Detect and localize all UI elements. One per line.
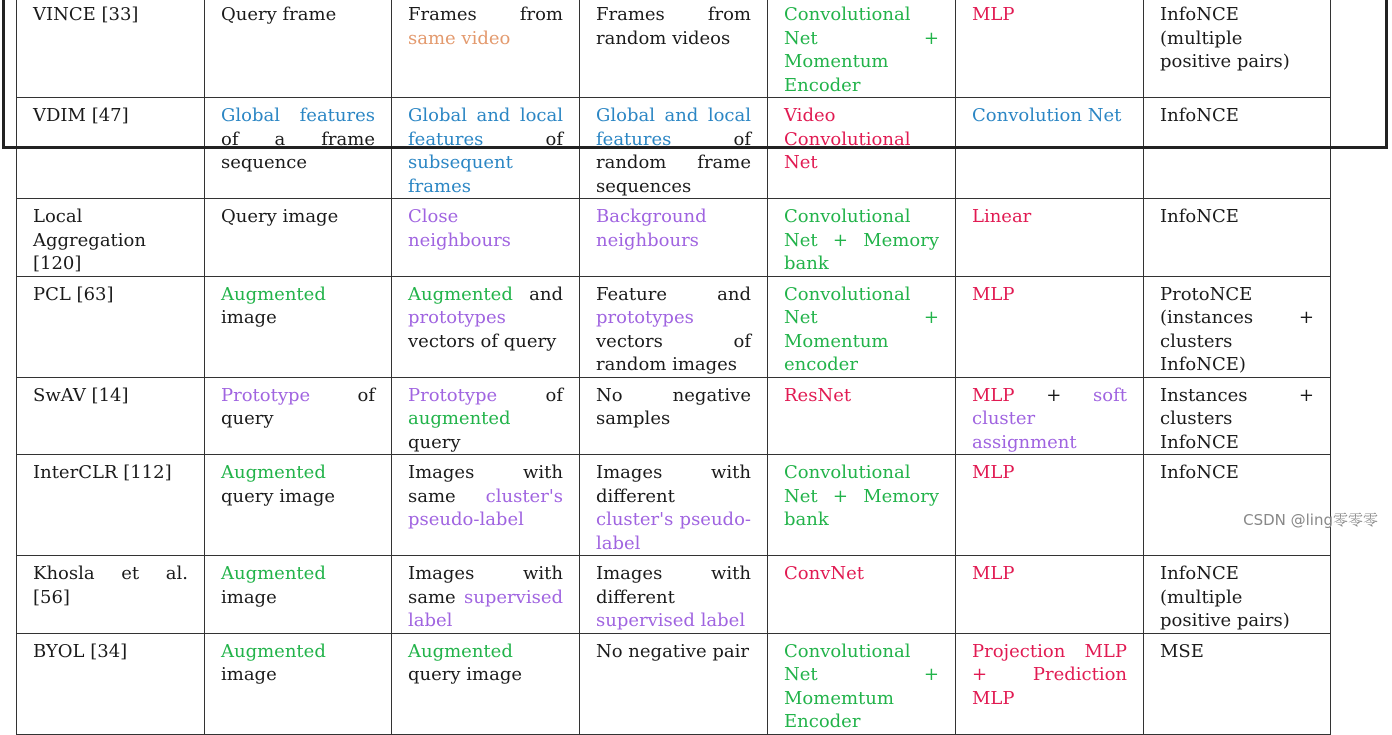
cell-positive-samples	[392, 0, 580, 98]
cell-text: Projection MLP + Prediction MLP	[972, 640, 1127, 709]
cell-text: Feature and	[596, 283, 751, 305]
cell-text: of a frame sequence	[221, 128, 375, 173]
cell-projection-head	[956, 199, 1144, 277]
cell-negative-samples	[580, 556, 768, 634]
cell-method	[17, 377, 205, 455]
cell-encoder	[768, 199, 956, 277]
cell-text: SwAV [14]	[33, 384, 129, 406]
cell-text: InfoNCE	[1160, 206, 1239, 227]
cell-text: image	[221, 586, 277, 608]
cell-negative-samples	[580, 276, 768, 377]
table-row	[17, 276, 1331, 377]
cell-projection-head	[956, 0, 1144, 98]
cell-text: Convolutional Net + Momentum encoder	[784, 283, 939, 375]
table-row	[17, 556, 1331, 634]
cell-text: VINCE [33]	[33, 4, 139, 25]
cell-text: Linear	[972, 206, 1032, 227]
cell-text: of	[497, 384, 563, 406]
cell-text: VDIM [47]	[33, 105, 129, 126]
cell-text: Global and local	[408, 105, 563, 126]
cell-positive-anchor	[205, 199, 392, 277]
cell-text: InfoNCE	[1160, 462, 1239, 483]
cell-text: MLP	[972, 4, 1015, 25]
cell-text: image	[221, 307, 277, 328]
cell-negative-samples	[580, 633, 768, 734]
cell-text: Images with same	[408, 462, 563, 507]
cell-projection-head	[956, 556, 1144, 634]
cell-text: vectors of random images	[596, 330, 751, 375]
cell-text: Augmented	[221, 563, 326, 584]
table-row	[17, 199, 1331, 277]
cell-method	[17, 633, 205, 734]
cell-text: Background neighbours	[596, 206, 707, 251]
table-body	[17, 0, 1331, 734]
cell-positive-samples	[392, 556, 580, 634]
cell-text: of	[483, 128, 563, 150]
cell-text: Augmented	[221, 640, 326, 662]
methods-comparison-table	[16, 0, 1331, 735]
cell-text: cluster's pseudo-label	[596, 509, 751, 554]
cell-text: soft cluster assignment	[972, 384, 1127, 453]
cell-method	[17, 98, 205, 199]
cell-text: prototypes	[408, 307, 506, 328]
cell-text: supervised label	[408, 586, 563, 631]
cell-negative-samples	[580, 199, 768, 277]
cell-text: Images with different	[596, 563, 751, 608]
cell-text: query	[408, 431, 461, 453]
cell-positive-anchor	[205, 455, 392, 556]
cell-text: +	[1014, 384, 1094, 406]
cell-text: InfoNCE (multiple positive pairs)	[1160, 4, 1290, 72]
cell-text: same video	[408, 27, 511, 49]
cell-text: vectors of query	[408, 330, 557, 352]
cell-encoder	[768, 455, 956, 556]
cell-negative-samples	[580, 0, 768, 98]
cell-text: Prototype	[408, 384, 498, 406]
table-row	[17, 633, 1331, 734]
cell-text: Local Aggregation [120]	[33, 206, 146, 274]
cell-text: No negative samples	[596, 384, 751, 429]
cell-projection-head	[956, 633, 1144, 734]
cell-text: No negative pair	[596, 640, 749, 662]
cell-positive-samples	[392, 276, 580, 377]
table-row	[17, 377, 1331, 455]
cell-text: Augmented	[408, 283, 513, 305]
watermark-text: CSDN @ling零零零	[1243, 511, 1378, 529]
cell-text: BYOL [34]	[33, 640, 128, 662]
cell-text: of random frame sequences	[596, 128, 751, 197]
cell-text: Khosla et al. [56]	[33, 563, 188, 608]
cell-text: query image	[408, 664, 522, 685]
cell-encoder	[768, 98, 956, 199]
cell-text: cluster's pseudo-label	[408, 485, 563, 530]
cell-text: Augmented	[221, 462, 326, 483]
cell-text: Convolutional Net + Memory bank	[784, 206, 939, 274]
cell-text: PCL [63]	[33, 283, 114, 305]
cell-text: and	[512, 283, 563, 305]
cell-loss	[1144, 199, 1331, 277]
cell-positive-samples	[392, 199, 580, 277]
cell-negative-samples	[580, 98, 768, 199]
cell-text: ProtoNCE (instances + clusters InfoNCE)	[1160, 283, 1314, 375]
cell-text: query image	[221, 485, 335, 507]
cell-text: Global features	[221, 105, 375, 126]
cell-loss	[1144, 455, 1331, 556]
cell-encoder	[768, 633, 956, 734]
cell-encoder	[768, 556, 956, 634]
cell-text: Query image	[221, 206, 339, 227]
cell-text: features	[408, 128, 484, 150]
cell-method	[17, 556, 205, 634]
cell-text: Augmented	[408, 640, 513, 662]
cell-positive-samples	[392, 377, 580, 455]
cell-text: Close neighbours	[408, 206, 511, 251]
cell-text: InfoNCE	[1160, 105, 1239, 126]
cell-positive-anchor	[205, 276, 392, 377]
cell-method	[17, 199, 205, 277]
table-row	[17, 0, 1331, 98]
table-row	[17, 455, 1331, 556]
cell-text: MLP	[972, 563, 1015, 584]
cell-text: MLP	[972, 283, 1015, 305]
cell-text: of query	[221, 384, 375, 429]
cell-encoder	[768, 276, 956, 377]
cell-positive-anchor	[205, 377, 392, 455]
cell-positive-samples	[392, 98, 580, 199]
cell-positive-anchor	[205, 556, 392, 634]
cell-loss	[1144, 377, 1331, 455]
cell-text: subsequent frames	[408, 152, 513, 197]
cell-loss	[1144, 276, 1331, 377]
cell-text: InfoNCE (multiple positive pairs)	[1160, 563, 1290, 631]
cell-positive-anchor	[205, 98, 392, 199]
cell-encoder	[768, 377, 956, 455]
cell-text: augmented	[408, 408, 511, 429]
cell-loss	[1144, 98, 1331, 199]
cell-negative-samples	[580, 455, 768, 556]
cell-projection-head	[956, 377, 1144, 455]
cell-text: supervised label	[596, 610, 746, 631]
cell-projection-head	[956, 455, 1144, 556]
cell-text: prototypes	[596, 307, 694, 328]
cell-positive-samples	[392, 633, 580, 734]
cell-text: Frames from random videos	[596, 4, 751, 49]
cell-text: Convolutional Net + Momemtum Encoder	[784, 640, 939, 732]
cell-text: Convolutional Net + Memory bank	[784, 462, 939, 530]
cell-text: MLP	[972, 384, 1015, 406]
cell-text: MLP	[972, 462, 1015, 483]
cell-positive-anchor	[205, 0, 392, 98]
cell-text: ConvNet	[784, 563, 865, 584]
cell-text: Prototype	[221, 384, 311, 406]
cell-text: Convolutional Net + Momentum Encoder	[784, 4, 939, 96]
cell-text: ResNet	[784, 384, 852, 406]
cell-loss	[1144, 0, 1331, 98]
cell-method	[17, 455, 205, 556]
cell-method	[17, 276, 205, 377]
cell-text: Query frame	[221, 4, 337, 25]
cell-text: Video Convolutional Net	[784, 105, 911, 173]
cell-loss	[1144, 633, 1331, 734]
cell-projection-head	[956, 276, 1144, 377]
cell-encoder	[768, 0, 956, 98]
cell-loss	[1144, 556, 1331, 634]
cell-text: image	[221, 664, 277, 685]
cell-text: Global and local features	[596, 105, 751, 150]
cell-text: Frames from	[408, 4, 563, 25]
cell-text: Instances + clusters InfoNCE	[1160, 384, 1314, 453]
cell-method	[17, 0, 205, 98]
cell-text: Images with same	[408, 563, 563, 608]
cell-projection-head	[956, 98, 1144, 199]
cell-positive-samples	[392, 455, 580, 556]
cell-text: Augmented	[221, 283, 326, 305]
table-row	[17, 98, 1331, 199]
cell-text: Convolution Net	[972, 105, 1122, 126]
cell-text: MSE	[1160, 640, 1204, 662]
cell-text: InterCLR [112]	[33, 462, 172, 483]
cell-text: Images with different	[596, 462, 751, 507]
cell-positive-anchor	[205, 633, 392, 734]
cell-negative-samples	[580, 377, 768, 455]
